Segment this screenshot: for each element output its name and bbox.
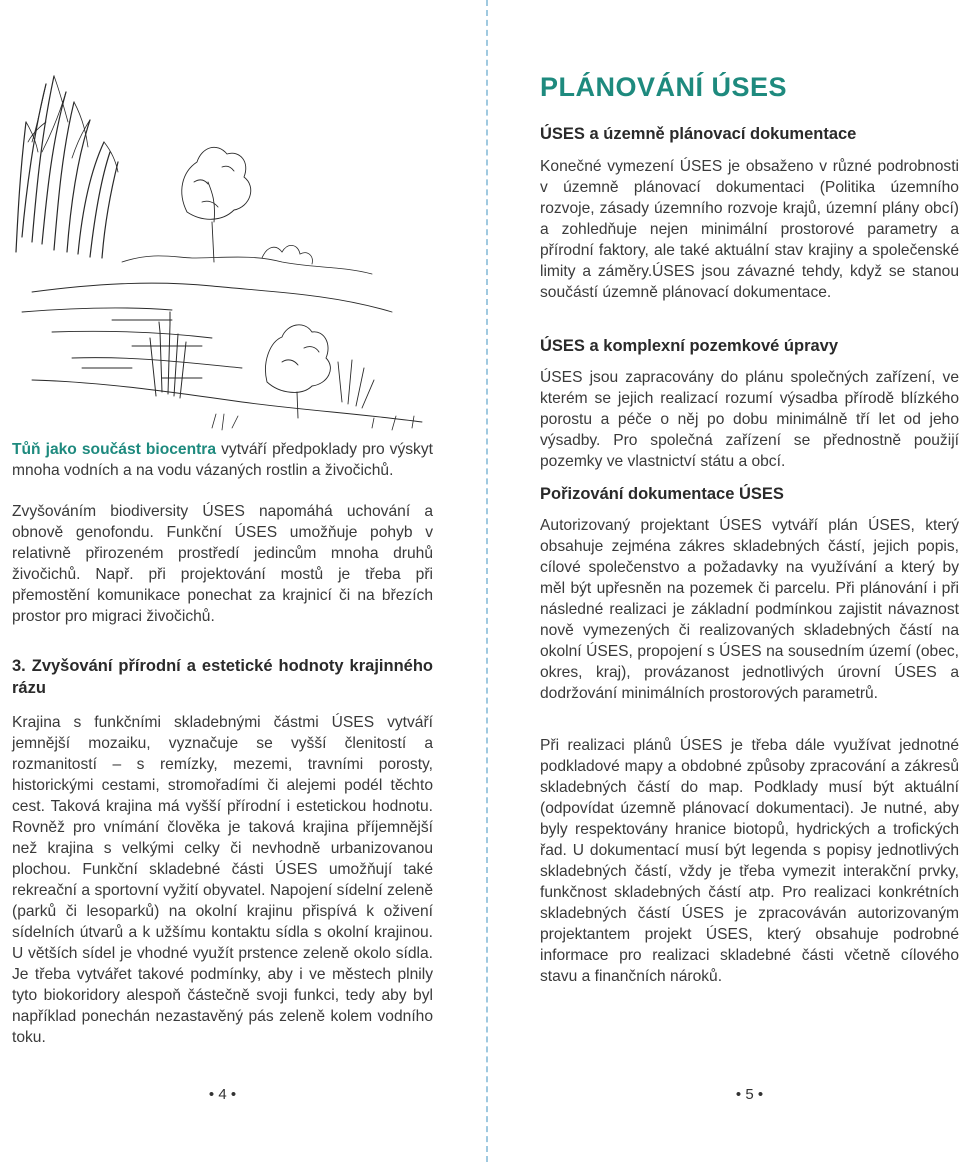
illustration-caption	[12, 439, 433, 481]
page-number-left: • 4 •	[208, 1086, 237, 1103]
pond-illustration	[12, 62, 433, 434]
section-3-body: Krajina s funkčními skladebnými částmi ÚSES vytváří jemnější mozaiku, vyznačuje se vyšší členitostí a rozmanitostí – s remízky, mezemi, travními porosty, historickými cestami, stromořadími či alejemi podél těchto cest. Taková krajina má vyšší přírodní i estetickou hodnotu. Rovněž pro vnímání člověka je taková krajina příjemnější než krajina s velkými celky či nevhodně urbanizovanou plochou. Funkční skladebné části ÚSES umožňují také rekreační a sportovní vyžití obyvatel. Napojení sídelní zeleně (parků či lesoparků) na okolní krajinu přispívá k oživení sídelních útvarů a k užšímu kontaktu sídla s okolní krajinou. U větších sídel je vhodné využít prstence zeleně okolo sídla. Je třeba vytvářet takové podmínky, aby i ve městech plnily tyto biokoridory alespoň částečně svoji funkci, tedy aby byl například ponechán nezastavěný pás zeleně kolem vodního toku.	[12, 714, 433, 1046]
section-body-pozemkove-upravy: ÚSES jsou zapracovány do plánu společných zařízení, ve kterém se jejich realizací rozumí výsadba přírodě blízkého porostu a péče o něj po dobu minimálně tří let od jeho výsadby. Pro společná zařízení se přednostně použijí pozemky ve vlastnictví státu a obcí.	[540, 369, 959, 470]
right-page	[540, 0, 959, 1162]
page-gutter-divider	[486, 0, 488, 1162]
section-body-porizovani: Autorizovaný projektant ÚSES vytváří plán ÚSES, který obsahuje zejména zákres skladebných částí, jejich popis, cílové společenstvo a požadavky na využívání a který by měl být upřesněn na pozemek či parcelu. Při plánování i při následné realizaci je základní podmínkou zajistit návaznost nově vymezených či realizovaných skladebných částí na okolní ÚSES, propojení s ÚSES na sousedním území (obec, okres, kraj), provázanost jednotlivých úrovní ÚSES a dodržování minimálních prostorových parametrů.	[540, 517, 959, 702]
page-number-right: • 5 •	[735, 1086, 764, 1103]
section-heading-porizovani: Pořizování dokumentace ÚSES	[540, 485, 784, 503]
page-title: PLÁNOVÁNÍ ÚSES	[540, 72, 788, 102]
section-body-porizovani-2: Při realizaci plánů ÚSES je třeba dále využívat jednotné podkladové mapy a obdobné způsoby zpracování a zákresů skladebných částí do map. Podklady musí být aktuální (odpovídat územně plánovací dokumentaci). Je nutné, aby byly respektovány hranice biotopů, hydrických a trofických řad. U dokumentací musí být legenda s popisy jednotlivých skladebných částí, vždy je třeba vymezit interakční prvky, funkčnost skladebných částí atp. Pro realizaci konkrétních skladebných částí ÚSES je zpracováván autorizovaným projektantem projekt ÚSES, který obsahuje podrobné informace pro realizaci skladebné části včetně cílového stavu a finančních nároků.	[540, 737, 959, 985]
section-3-heading: 3. Zvyšování přírodní a estetické hodnoty krajinného rázu	[12, 657, 433, 697]
section-heading-pozemkove-upravy: ÚSES a komplexní pozemkové úpravy	[540, 337, 839, 355]
section-body-uzemne-planovaci: Konečné vymezení ÚSES je obsaženo v různé podrobnosti v územně plánovací dokumentaci (Politika územního rozvoje, zásady územního rozvoje krajů, územní plány obcí) a zohledňuje nejen minimální prostorové parametry a přírodní faktory, ale také aktuální stav krajiny a společenské limity a záměry.ÚSES jsou závazné tehdy, když se stanou součástí územně plánovací dokumentace.	[540, 158, 959, 301]
section-heading-uzemne-planovaci: ÚSES a územně plánovací dokumentace	[540, 125, 857, 143]
caption-lead: Tůň jako součást biocentra	[12, 441, 217, 458]
caption-text: vytváří předpoklady pro výskyt mnoha vodních a na vodu vázaných rostlin a živočichů.	[12, 441, 433, 479]
left-page	[12, 0, 433, 1162]
biodiversity-paragraph: Zvyšováním biodiversity ÚSES napomáhá uchování a obnově genofondu. Funkční ÚSES umožňuje pohyb v relativně přirozeném prostředí jedincům mnoha druhů živočichů. Např. při projektování mostů je třeba při přemostění komunikace ponechat za krajnicí či na březích prostor pro migraci živočichů.	[12, 503, 433, 625]
